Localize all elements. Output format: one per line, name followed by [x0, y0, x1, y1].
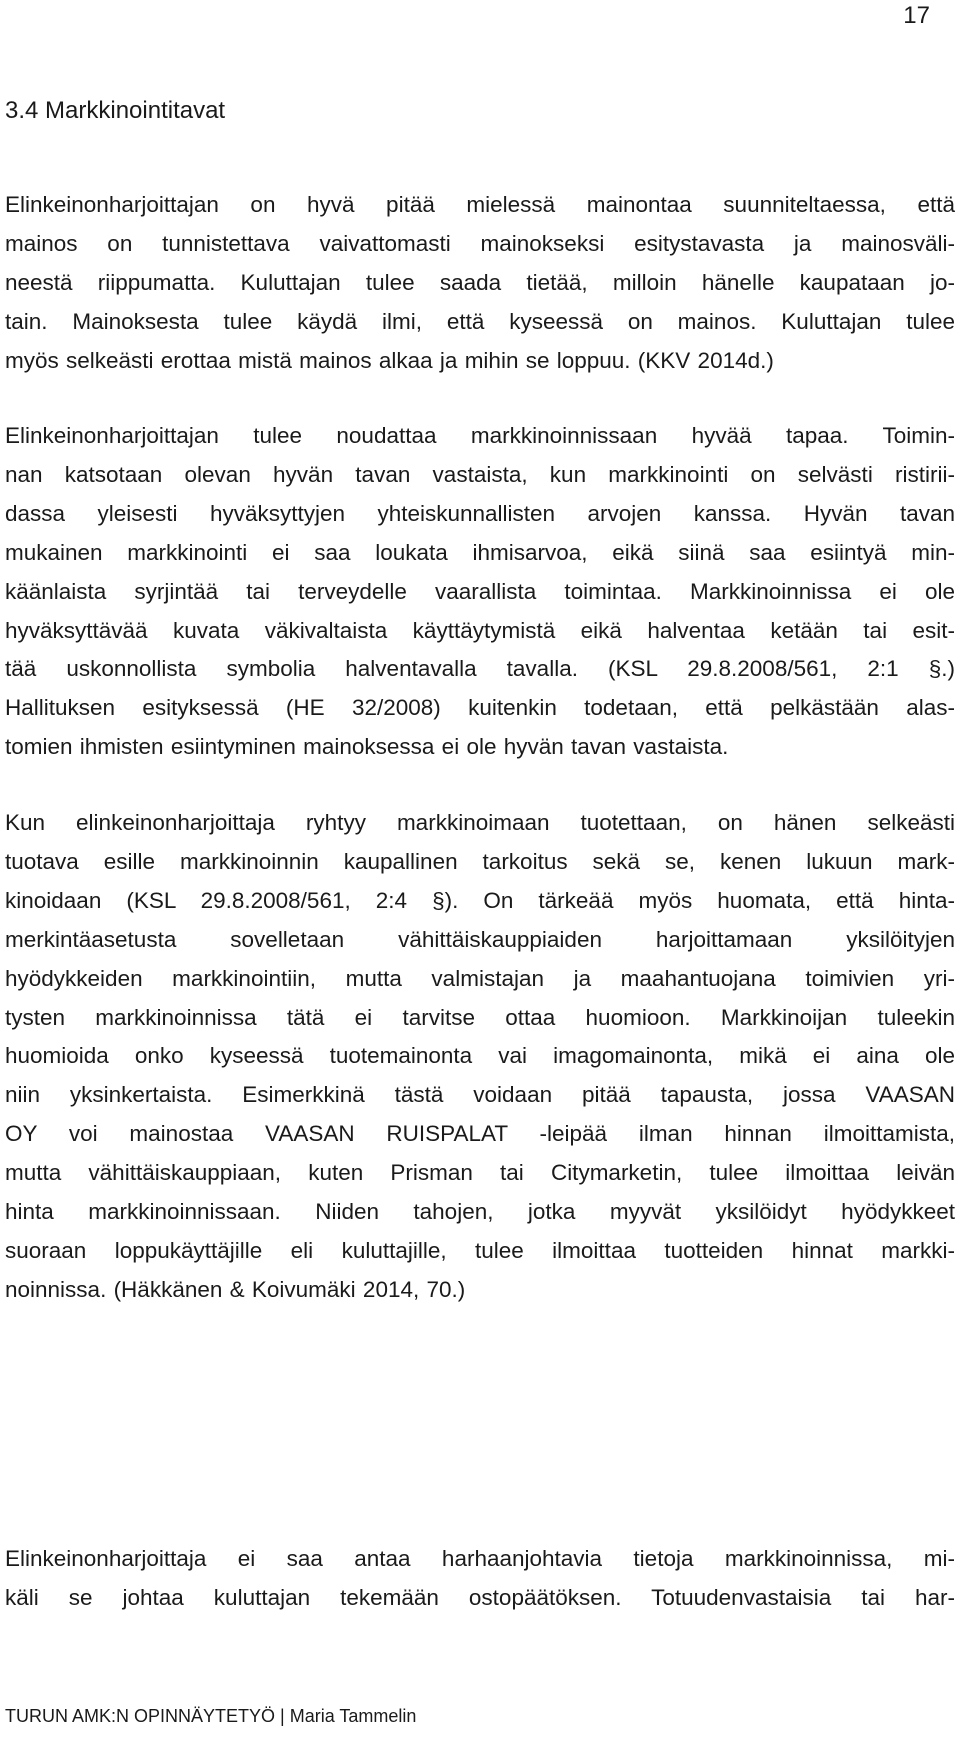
paragraph-line: tain. Mainoksesta tulee käydä ilmi, että kyseessä on mainos. Kuluttajan tulee [5, 308, 955, 334]
paragraph-line: käli se johtaa kuluttajan tekemään ostopäätöksen. Totuudenvastaisia tai har- [5, 1584, 955, 1610]
paragraph-line: suoraan loppukäyttäjille eli kuluttajille, tulee ilmoittaa tuotteiden hinnat markki- [5, 1237, 955, 1263]
paragraph-line: nan katsotaan olevan hyvän tavan vastaista, kun markkinointi on selvästi ristirii- [5, 461, 955, 487]
paragraph-line: kinoidaan (KSL 29.8.2008/561, 2:4 §). On tärkeää myös huomata, että hinta- [5, 887, 955, 913]
paragraph-line: mutta vähittäiskauppiaan, kuten Prisman tai Citymarketin, tulee ilmoittaa leivän [5, 1160, 955, 1186]
paragraph-line: hyödykkeiden markkinointiin, mutta valmistajan ja maahantuojana toimivien yri- [5, 965, 955, 991]
paragraph-line: merkintäasetusta sovelletaan vähittäiskauppiaiden harjoittamaan yksilöityjen [5, 926, 955, 952]
paragraph-line: Elinkeinonharjoittajan tulee noudattaa markkinoinnissaan hyvää tapaa. Toimin- [5, 423, 955, 448]
paragraph-line: niin yksinkertaista. Esimerkkinä tästä voidaan pitää tapausta, jossa VAASAN [5, 1082, 955, 1108]
paragraph-line: tuotava esille markkinoinnin kaupallinen tarkoitus sekä se, kenen lukuun mark- [5, 848, 955, 874]
paragraph-line: Elinkeinonharjoittaja ei saa antaa harhaanjohtavia tietoja markkinoinnissa, mi- [5, 1546, 955, 1571]
paragraph-line: tää uskonnollista symbolia halventavalla tavalla. (KSL 29.8.2008/561, 2:1 §.) [5, 656, 955, 682]
paragraph-line: Hallituksen esityksessä (HE 32/2008) kuitenkin todetaan, että pelkästään alas- [5, 695, 955, 721]
paragraph-2 [5, 417, 955, 767]
paragraph-line: tysten markkinoinnissa tätä ei tarvitse ottaa huomioon. Markkinoijan tuleekin [5, 1004, 955, 1030]
paragraph-line: mainos on tunnistettava vaivattomasti mainokseksi esitystavasta ja mainosväli- [5, 230, 955, 256]
paragraph-4 [5, 1540, 955, 1618]
paragraph-3 [5, 804, 955, 1310]
paragraph-line: Elinkeinonharjoittajan on hyvä pitää mielessä mainontaa suunniteltaessa, että [5, 192, 955, 217]
paragraph-line: hyväksyttävää kuvata väkivaltaista käyttäytymistä eikä halventaa ketään tai esit- [5, 617, 955, 643]
paragraph-line: mukainen markkinointi ei saa loukata ihmisarvoa, eikä siinä saa esiintyä min- [5, 539, 955, 565]
paragraph-line: huomioida onko kyseessä tuotemainonta vai imagomainonta, mikä ei aina ole [5, 1043, 955, 1069]
paragraph-line: neestä riippumatta. Kuluttajan tulee saada tietää, milloin hänelle kaupataan jo- [5, 269, 955, 295]
section-heading: 3.4 Markkinointitavat [5, 97, 226, 124]
paragraph-line: Kun elinkeinonharjoittaja ryhtyy markkinoimaan tuotettaan, on hänen selkeästi [5, 810, 955, 835]
paragraph-line: käänlaista syrjintää tai terveydelle vaarallista toimintaa. Markkinoinnissa ei ole [5, 578, 955, 604]
paragraph-1 [5, 186, 955, 381]
paragraph-line: myös selkeästi erottaa mistä mainos alkaa ja mihin se loppuu. (KKV 2014d.) [5, 347, 774, 373]
page-number: 17 [903, 2, 930, 29]
paragraph-line: hinta markkinoinnissaan. Niiden tahojen, jotka myyvät yksilöidyt hyödykkeet [5, 1199, 955, 1225]
page-footer: TURUN AMK:N OPINNÄYTETYÖ | Maria Tammelin [5, 1706, 417, 1726]
paragraph-line: OY voi mainostaa VAASAN RUISPALAT -leipää ilman hinnan ilmoittamista, [5, 1121, 955, 1147]
paragraph-line: noinnissa. (Häkkänen & Koivumäki 2014, 70.) [5, 1276, 466, 1302]
paragraph-line: dassa yleisesti hyväksyttyjen yhteiskunnallisten arvojen kanssa. Hyvän tavan [5, 500, 955, 526]
paragraph-line: tomien ihmisten esiintyminen mainoksessa ei ole hyvän tavan vastaista. [5, 734, 729, 760]
